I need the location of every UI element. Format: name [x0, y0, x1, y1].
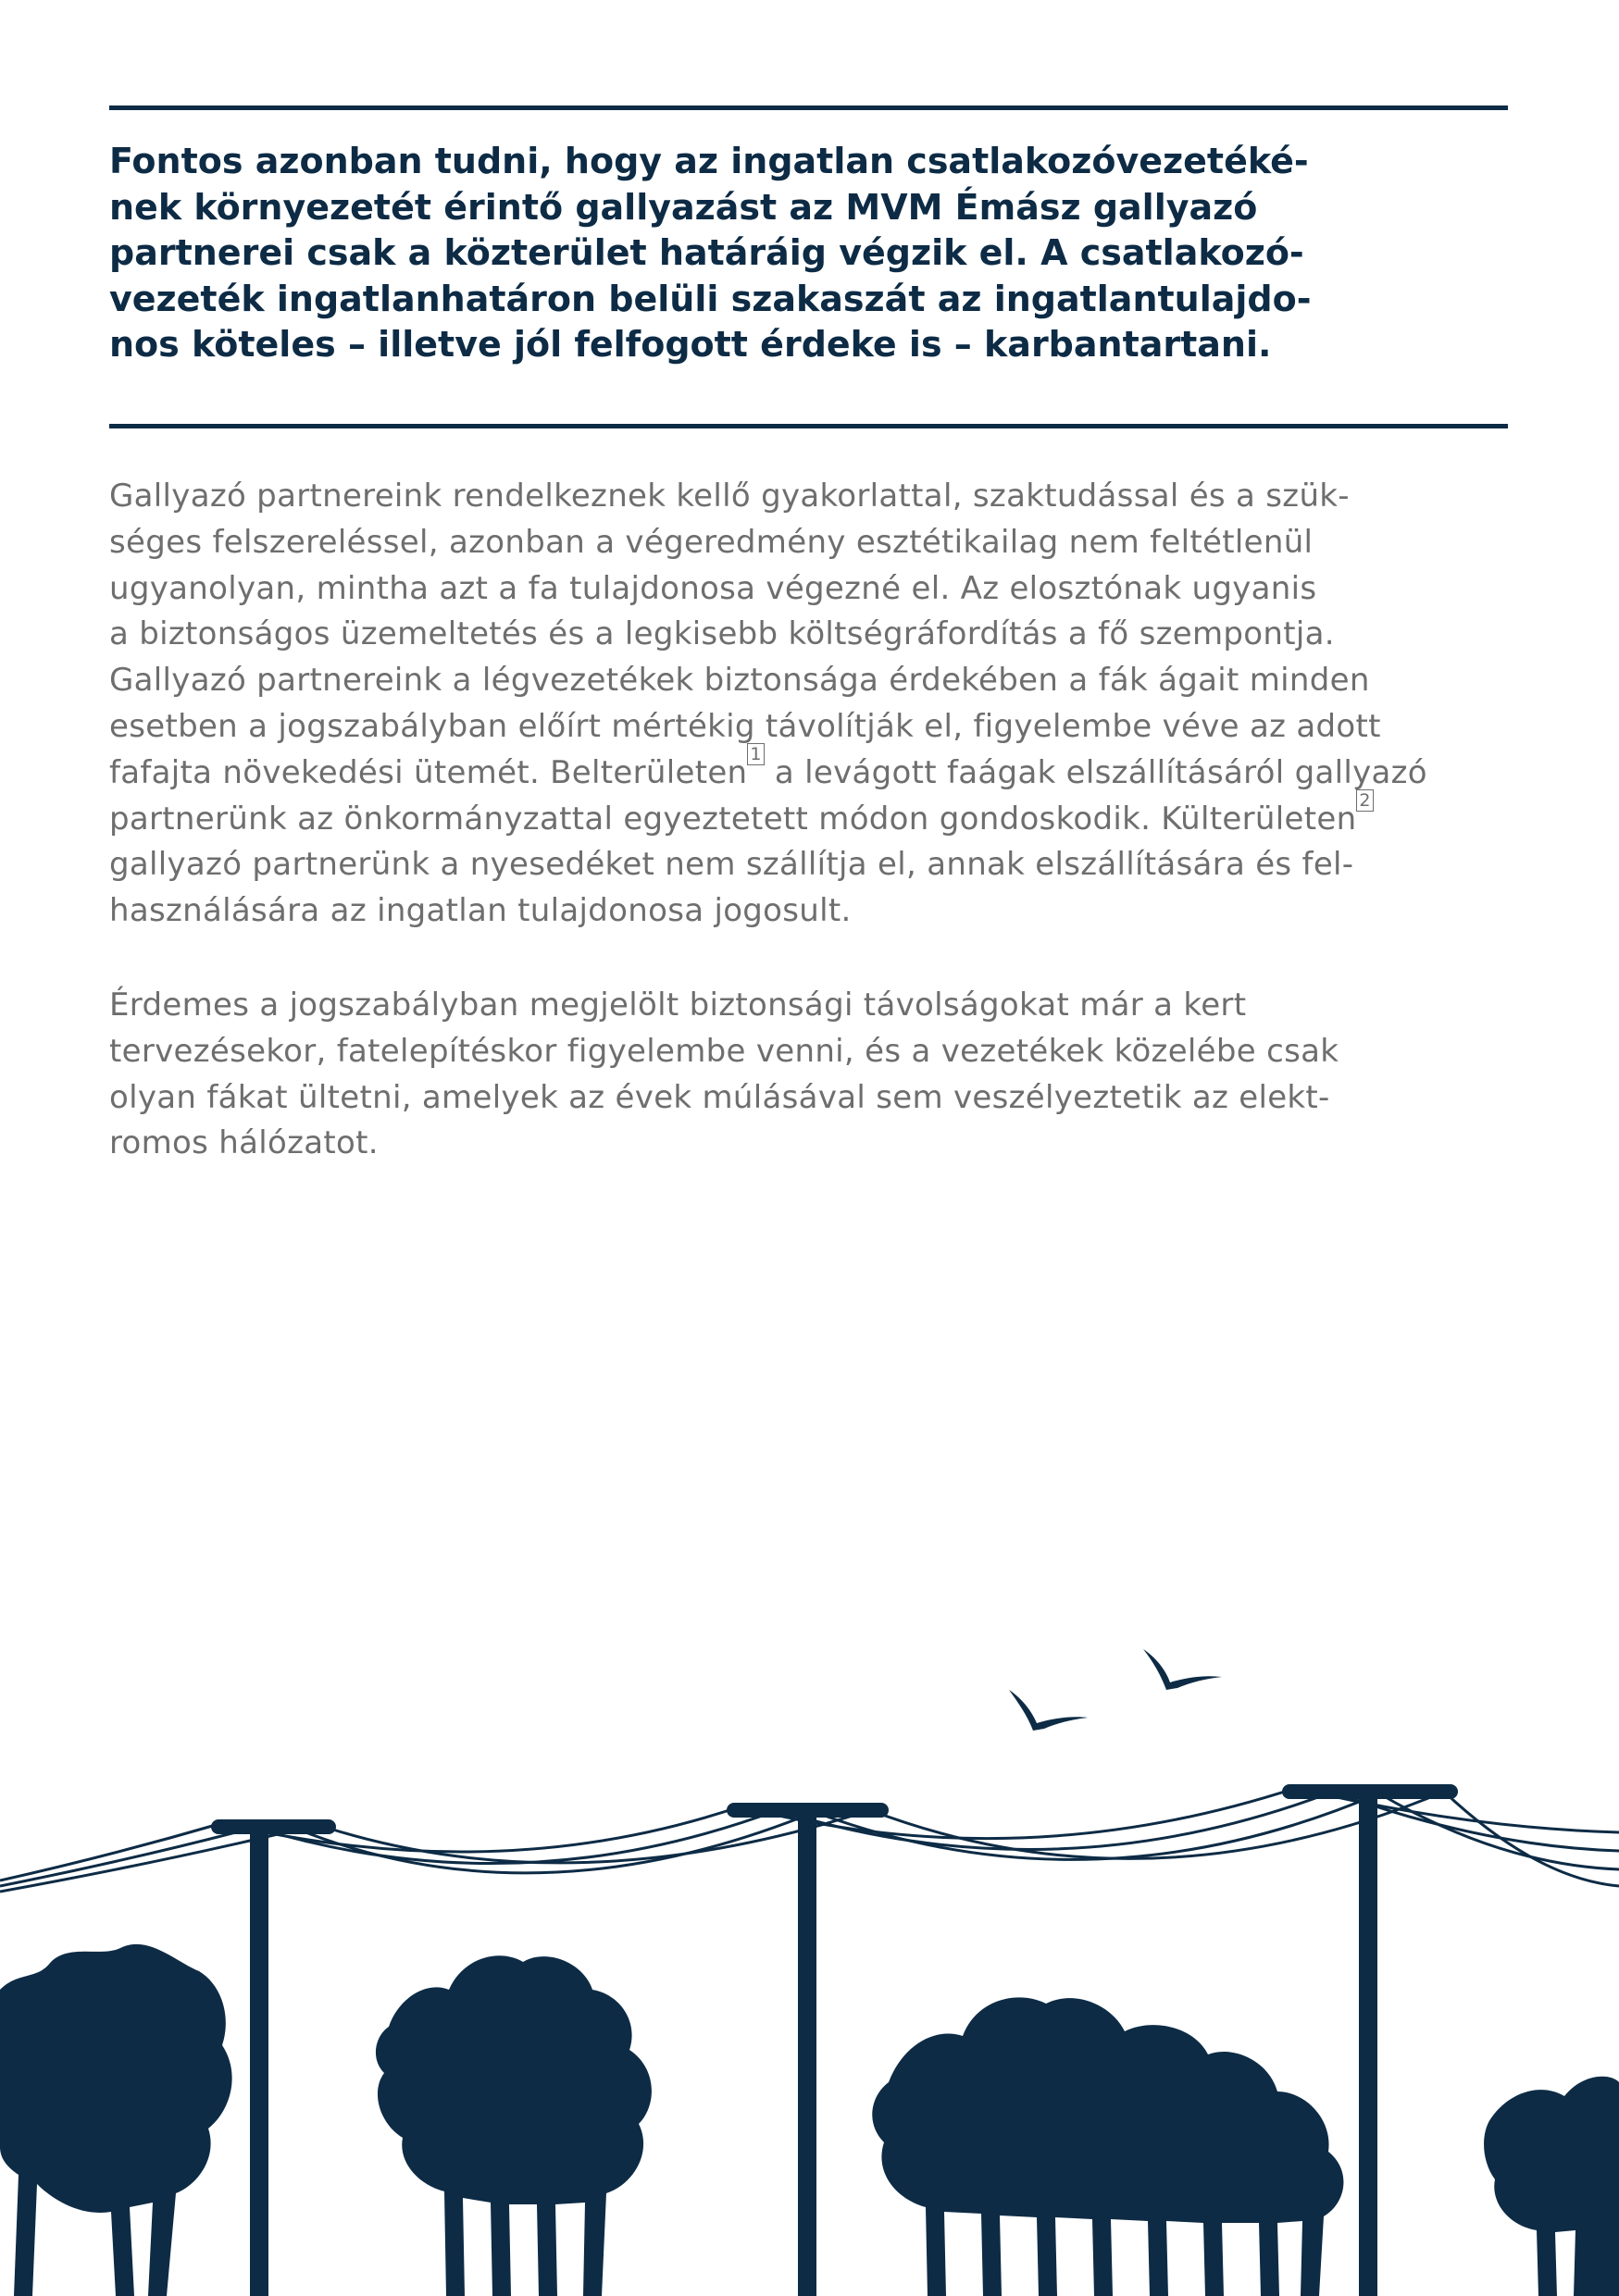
highlight-callout	[109, 139, 1508, 368]
power-wire	[0, 1829, 250, 1886]
line-text: partnerünk az önkormányzattal egyeztetett módon gondoskodik. Külterületen	[109, 800, 1357, 838]
utility-pole-icon	[250, 1823, 268, 2296]
body-paragraph-1	[109, 474, 1508, 935]
power-lines-illustration	[0, 1638, 1619, 2296]
paragraph-line: Érdemes a jogszabályban megjelölt biztonsági távolságokat már a kert	[109, 987, 1247, 1024]
tree-silhouette-icon	[376, 1955, 652, 2296]
callout-line: Fontos azonban tudni, hogy az ingatlan csatlakozóvezetéké-	[109, 141, 1309, 181]
power-wire	[778, 1792, 1333, 1849]
callout-line: nek környezetét érintő gallyazást az MVM Émász gallyazó	[109, 186, 1258, 228]
paragraph-line: esetben a jogszabályban előírt mértékig távolítják el, figyelembe véve az adott	[109, 707, 1381, 745]
footnote-ref-1[interactable]: 1	[747, 743, 764, 765]
paragraph-line: ugyanolyan, mintha azt a fa tulajdonosa végezné el. Az elosztónak ugyanis	[109, 569, 1317, 607]
body-paragraph-2	[109, 983, 1508, 1167]
paragraph-line	[109, 789, 1508, 843]
line-text: fafajta növekedési ütemét. Belterületen	[109, 753, 748, 791]
paragraph-line: használására az ingatlan tulajdonosa jogosult.	[109, 892, 852, 930]
bird-icon	[1009, 1690, 1088, 1731]
callout-line: vezeték ingatlanhatáron belüli szakaszát az ingatlantulajdo-	[109, 278, 1312, 319]
tree-silhouette-icon	[872, 1997, 1343, 2296]
paragraph-line	[109, 743, 1508, 797]
utility-pole-icon	[798, 1806, 816, 2296]
paragraph-line: Gallyazó partnereink rendelkeznek kellő gyakorlattal, szaktudással és a szük-	[109, 478, 1350, 515]
power-wire	[0, 1834, 278, 1892]
utility-pole-icon	[1359, 1788, 1377, 2296]
tree-silhouette-icon	[0, 1944, 232, 2296]
callout-line: partnerei csak a közterület határáig végzik el. A csatlakozó-	[109, 232, 1304, 273]
paragraph-line: Gallyazó partnereink a légvezetékek biztonsága érdekében a fák ágait minden	[109, 662, 1370, 700]
power-wire	[815, 1793, 1379, 1859]
callout-line: nos köteles – illetve jól felfogott érdeke is – karbantartani.	[109, 324, 1272, 365]
footnote-ref-2[interactable]: 2	[1356, 789, 1373, 812]
paragraph-line: olyan fákat ültetni, amelyek az évek múlásával sem veszélyeztetik az elekt-	[109, 1078, 1330, 1116]
line-text: a levágott faágak elszállításáról gallyazó	[764, 753, 1427, 791]
top-rule	[109, 105, 1508, 110]
bottom-rule	[109, 424, 1508, 428]
paragraph-line: gallyazó partnerünk a nyesedéket nem szállítja el, annak elszállítására és fel-	[109, 846, 1354, 884]
paragraph-line: tervezésekor, fatelepítéskor figyelembe venni, és a vezetékek közelébe csak	[109, 1032, 1339, 1070]
paragraph-line: a biztonságos üzemeltetés és a legkisebb költségráfordítás a fő szempontja.	[109, 615, 1335, 653]
bird-icon	[1143, 1649, 1222, 1690]
tree-silhouette-icon	[1484, 2077, 1619, 2296]
paragraph-line: romos hálózatot.	[109, 1124, 379, 1162]
paragraph-line: séges felszereléssel, azonban a végeredmény esztétikailag nem feltétlenül	[109, 523, 1314, 561]
power-wire	[0, 1823, 222, 1880]
